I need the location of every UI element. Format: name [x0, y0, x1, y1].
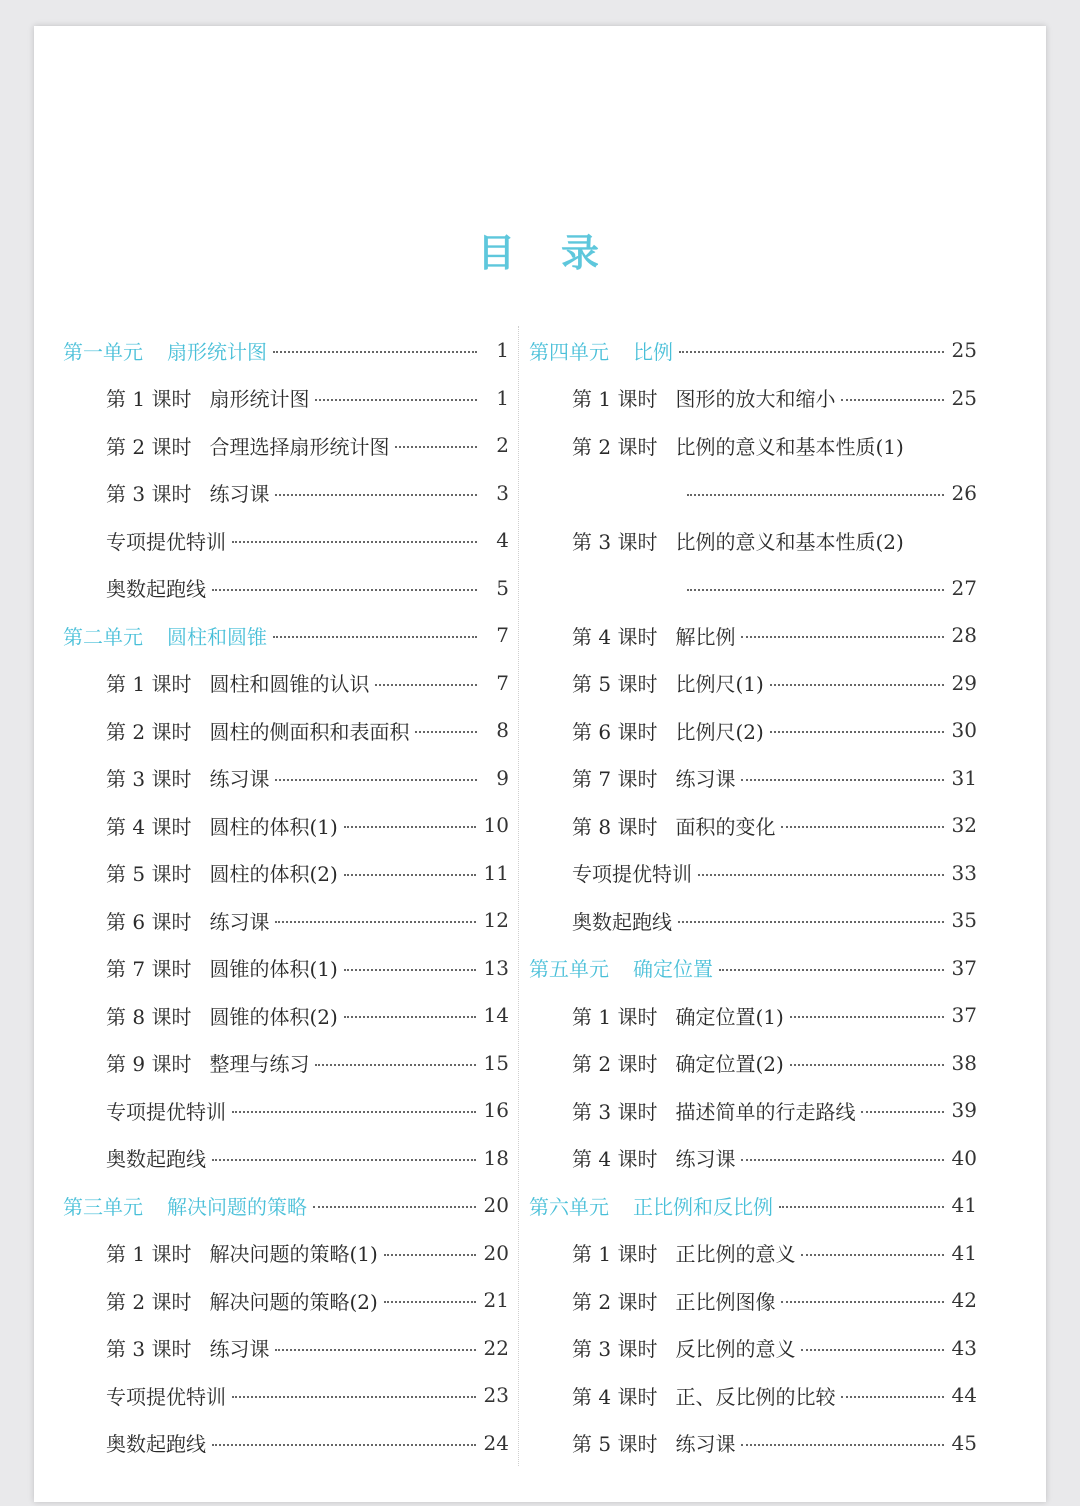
toc-right-column: [529, 326, 977, 1466]
page-number: 5: [496, 575, 509, 600]
unit-title: 扇形统计图: [167, 339, 267, 364]
lesson-number: 第 6 课时: [106, 909, 192, 934]
unit-title: 圆柱和圆锥: [167, 624, 267, 649]
page-number: 24: [483, 1430, 509, 1455]
page-number: 4: [496, 528, 509, 552]
section-title: 专项提优特训: [106, 1099, 226, 1124]
lesson-number: 第 1 课时: [572, 387, 658, 411]
toc-lesson[interactable]: [63, 754, 509, 802]
toc-lesson[interactable]: [529, 1419, 977, 1467]
section-title: 专项提优特训: [106, 529, 226, 554]
section-title: 奥数起跑线: [106, 1432, 206, 1456]
toc-unit-heading[interactable]: [63, 1181, 509, 1229]
dot-leader: [861, 1111, 943, 1113]
lesson-number: 第 9 课时: [106, 1052, 192, 1076]
lesson-title: 解决问题的策略(2): [209, 1289, 378, 1314]
page-number: 2: [496, 433, 509, 457]
page-number: 29: [951, 670, 977, 695]
dot-leader: [719, 969, 944, 971]
page-number: 13: [483, 955, 509, 980]
lesson-title: 解比例: [675, 624, 736, 649]
lesson-title: 比例的意义和基本性质(2): [675, 529, 904, 554]
toc-section[interactable]: [63, 1134, 509, 1182]
page-number: 7: [496, 623, 509, 647]
toc-lesson[interactable]: [529, 991, 977, 1039]
lesson-title: 合理选择扇形统计图: [209, 434, 390, 459]
toc-lesson[interactable]: [63, 896, 509, 944]
lesson-title: 圆柱的体积(2): [209, 862, 338, 886]
page-number: 35: [951, 908, 977, 932]
toc-lesson[interactable]: [529, 374, 977, 422]
toc-section[interactable]: [529, 849, 977, 897]
page-number: 41: [951, 1240, 977, 1265]
unit-title: 比例: [633, 339, 673, 364]
dot-leader: [801, 1349, 943, 1351]
lesson-title: 正比例图像: [675, 1289, 776, 1314]
toc-lesson[interactable]: [63, 659, 509, 707]
lesson-title: 圆柱的体积(1): [209, 814, 338, 839]
document-page: [34, 26, 1046, 1502]
lesson-title: 练习课: [209, 909, 270, 934]
lesson-number: 第 3 课时: [106, 482, 192, 506]
dot-leader: [384, 1254, 476, 1256]
lesson-number: 第 7 课时: [572, 767, 658, 791]
lesson-title: 确定位置(2): [675, 1052, 784, 1076]
lesson-number: 第 4 课时: [572, 1384, 658, 1409]
toc-lesson[interactable]: [529, 1229, 977, 1277]
page-number: 21: [483, 1288, 509, 1312]
lesson-title: 确定位置(1): [675, 1004, 784, 1029]
toc-lesson[interactable]: [529, 801, 977, 849]
lesson-number: 第 2 课时: [106, 1289, 192, 1314]
lesson-number: 第 5 课时: [572, 672, 658, 696]
dot-leader: [275, 494, 477, 496]
toc-lesson[interactable]: [529, 1371, 977, 1419]
lesson-number: 第 3 课时: [106, 767, 192, 791]
unit-number: 第二单元: [63, 624, 143, 649]
dot-leader: [344, 874, 476, 876]
dot-leader: [741, 1444, 943, 1446]
toc-lesson[interactable]: [529, 1324, 977, 1372]
page-number: 32: [951, 813, 977, 837]
toc-lesson[interactable]: [63, 801, 509, 849]
dot-leader: [212, 1444, 476, 1446]
lesson-number: 第 2 课时: [106, 719, 192, 744]
toc-lesson[interactable]: [529, 1039, 977, 1087]
section-title: 专项提优特训: [106, 1384, 226, 1409]
dot-leader: [232, 1111, 476, 1113]
page-number: 20: [483, 1240, 509, 1265]
page-number: 15: [483, 1050, 509, 1075]
toc-title: [34, 222, 1046, 277]
page-number: 39: [951, 1098, 977, 1122]
dot-leader: [344, 969, 476, 971]
lesson-title: 正、反比例的比较: [675, 1384, 836, 1409]
dot-leader: [841, 399, 943, 401]
dot-leader: [790, 1016, 944, 1018]
lesson-number: 第 1 课时: [106, 387, 192, 411]
dot-leader: [741, 1159, 943, 1161]
lesson-number: 第 2 课时: [572, 1052, 658, 1076]
page-number: 1: [496, 338, 509, 362]
section-title: 奥数起跑线: [106, 1147, 206, 1171]
unit-number: 第四单元: [529, 339, 609, 364]
page-number: 45: [951, 1430, 977, 1455]
lesson-number: 第 5 课时: [106, 862, 192, 886]
toc-section[interactable]: [63, 564, 509, 612]
unit-number: 第五单元: [529, 957, 609, 981]
lesson-title: 正比例的意义: [675, 1242, 796, 1266]
dot-leader: [687, 494, 944, 496]
lesson-title: 比例尺(2): [675, 719, 764, 744]
toc-lesson[interactable]: [63, 849, 509, 897]
dot-leader: [275, 921, 475, 923]
dot-leader: [698, 874, 944, 876]
lesson-number: 第 4 课时: [572, 624, 658, 649]
lesson-number: 第 5 课时: [572, 1432, 658, 1456]
lesson-number: 第 8 课时: [106, 1004, 192, 1029]
toc-lesson[interactable]: [63, 944, 509, 992]
lesson-title: 描述简单的行走路线: [675, 1099, 856, 1124]
dot-leader: [741, 779, 943, 781]
toc-unit-heading[interactable]: [529, 326, 977, 374]
section-title: 专项提优特训: [572, 862, 692, 886]
toc-lesson[interactable]: [63, 421, 509, 469]
page-number: 28: [951, 623, 977, 647]
dot-leader: [781, 826, 943, 828]
lesson-title: 练习课: [209, 482, 270, 506]
page-number: 22: [483, 1335, 509, 1360]
lesson-number: 第 3 课时: [572, 529, 658, 554]
lesson-number: 第 1 课时: [572, 1242, 658, 1266]
lesson-title: 整理与练习: [209, 1052, 310, 1076]
lesson-title: 圆柱的侧面积和表面积: [209, 719, 410, 744]
toc-section[interactable]: [63, 1371, 509, 1419]
dot-leader: [801, 1254, 943, 1256]
dot-leader: [315, 1064, 475, 1066]
page-number: 37: [951, 1003, 977, 1027]
toc-lesson[interactable]: [63, 1229, 509, 1277]
toc-unit-heading[interactable]: [529, 944, 977, 992]
page-number: 37: [951, 955, 977, 980]
page-number: 25: [951, 385, 977, 410]
toc-lesson[interactable]: [63, 706, 509, 754]
toc-left-column: [63, 326, 509, 1466]
lesson-number: 第 1 课时: [106, 1242, 192, 1266]
page-number: 26: [951, 480, 977, 505]
toc-lesson[interactable]: [529, 611, 977, 659]
lesson-title: 面积的变化: [675, 814, 776, 839]
toc-section[interactable]: [529, 896, 977, 944]
lesson-title: 练习课: [209, 767, 270, 791]
toc-lesson[interactable]: [529, 1134, 977, 1182]
dot-leader: [315, 399, 477, 401]
dot-leader: [779, 1206, 944, 1208]
page-number: 3: [496, 480, 509, 505]
page-number: 9: [496, 765, 509, 790]
dot-leader: [415, 731, 477, 733]
page-number: 20: [483, 1193, 509, 1217]
lesson-title: 解决问题的策略(1): [209, 1242, 378, 1266]
page-number: 11: [483, 860, 509, 885]
lesson-title: 比例的意义和基本性质(1): [675, 434, 904, 459]
toc-section[interactable]: [63, 1419, 509, 1467]
title-char-1: 目: [477, 230, 519, 275]
dot-leader: [679, 351, 944, 353]
lesson-title: 练习课: [675, 1432, 736, 1456]
lesson-number: 第 3 课时: [572, 1099, 658, 1124]
page-number: 8: [496, 718, 509, 742]
page-number: 27: [951, 575, 977, 600]
dot-leader: [395, 446, 477, 448]
page-number: 14: [483, 1003, 509, 1027]
toc-continuation[interactable]: [529, 564, 977, 612]
dot-leader: [275, 779, 477, 781]
page-number: 33: [951, 860, 977, 885]
toc-lesson[interactable]: [529, 1086, 977, 1134]
lesson-number: 第 8 课时: [572, 814, 658, 839]
section-title: 奥数起跑线: [572, 909, 672, 934]
toc-continuation[interactable]: [529, 469, 977, 517]
lesson-title: 比例尺(1): [675, 672, 764, 696]
lesson-title: 圆柱和圆锥的认识: [209, 672, 370, 696]
lesson-number: 第 4 课时: [106, 814, 192, 839]
toc-lesson[interactable]: [63, 374, 509, 422]
lesson-title: 练习课: [209, 1337, 270, 1361]
dot-leader: [375, 684, 477, 686]
dot-leader: [273, 351, 477, 353]
lesson-title: 练习课: [675, 1147, 736, 1171]
toc-unit-heading[interactable]: [63, 326, 509, 374]
toc-lesson[interactable]: [529, 421, 977, 469]
dot-leader: [781, 1301, 943, 1303]
unit-number: 第三单元: [63, 1194, 143, 1219]
dot-leader: [212, 589, 477, 591]
unit-title: 正比例和反比例: [633, 1194, 773, 1219]
page-number: 25: [951, 338, 977, 362]
unit-title: 解决问题的策略: [167, 1194, 307, 1219]
page-number: 31: [951, 765, 977, 790]
page-number: 43: [951, 1335, 977, 1360]
lesson-number: 第 2 课时: [572, 1289, 658, 1314]
lesson-number: 第 2 课时: [106, 434, 192, 459]
lesson-number: 第 7 课时: [106, 957, 192, 981]
dot-leader: [687, 589, 944, 591]
dot-leader: [790, 1064, 944, 1066]
page-number: 7: [496, 670, 509, 695]
unit-title: 确定位置: [633, 957, 713, 981]
lesson-number: 第 1 课时: [572, 1004, 658, 1029]
page-number: 12: [483, 908, 509, 932]
toc-lesson[interactable]: [529, 706, 977, 754]
lesson-title: 图形的放大和缩小: [675, 387, 836, 411]
page-number: 38: [951, 1050, 977, 1075]
dot-leader: [275, 1349, 475, 1351]
page-number: 40: [951, 1145, 977, 1170]
page-number: 30: [951, 718, 977, 742]
section-title: 奥数起跑线: [106, 577, 206, 601]
dot-leader: [678, 921, 944, 923]
toc-lesson[interactable]: [529, 516, 977, 564]
page-number: 18: [483, 1145, 509, 1170]
toc-section[interactable]: [63, 516, 509, 564]
dot-leader: [384, 1301, 476, 1303]
toc-unit-heading[interactable]: [63, 611, 509, 659]
dot-leader: [313, 1206, 476, 1208]
toc-lesson[interactable]: [63, 1276, 509, 1324]
toc-lesson[interactable]: [529, 659, 977, 707]
page-number: 44: [951, 1383, 977, 1407]
lesson-number: 第 2 课时: [572, 434, 658, 459]
lesson-number: 第 1 课时: [106, 672, 192, 696]
page-number: 42: [951, 1288, 977, 1312]
dot-leader: [841, 1396, 943, 1398]
lesson-number: 第 4 课时: [572, 1147, 658, 1171]
toc-lesson[interactable]: [529, 754, 977, 802]
toc-lesson[interactable]: [529, 1276, 977, 1324]
title-char-2: 录: [561, 230, 603, 275]
toc-lesson[interactable]: [63, 1324, 509, 1372]
page-number: 41: [951, 1193, 977, 1217]
toc-lesson[interactable]: [63, 469, 509, 517]
toc-lesson[interactable]: [63, 1039, 509, 1087]
lesson-title: 扇形统计图: [209, 387, 310, 411]
lesson-title: 圆锥的体积(1): [209, 957, 338, 981]
dot-leader: [770, 731, 944, 733]
dot-leader: [232, 1396, 476, 1398]
lesson-title: 圆锥的体积(2): [209, 1004, 338, 1029]
lesson-title: 反比例的意义: [675, 1337, 796, 1361]
page-number: 10: [483, 813, 509, 837]
lesson-number: 第 3 课时: [106, 1337, 192, 1361]
toc-section[interactable]: [63, 1086, 509, 1134]
dot-leader: [344, 826, 476, 828]
toc-lesson[interactable]: [63, 991, 509, 1039]
column-divider: [518, 326, 519, 1466]
page-number: 23: [483, 1383, 509, 1407]
lesson-title: 练习课: [675, 767, 736, 791]
page-number: 1: [496, 385, 509, 410]
dot-leader: [212, 1159, 476, 1161]
page-number: 16: [483, 1098, 509, 1122]
toc-unit-heading[interactable]: [529, 1181, 977, 1229]
dot-leader: [741, 636, 943, 638]
unit-number: 第六单元: [529, 1194, 609, 1219]
dot-leader: [232, 541, 477, 543]
dot-leader: [344, 1016, 476, 1018]
dot-leader: [273, 636, 477, 638]
dot-leader: [770, 684, 944, 686]
lesson-number: 第 3 课时: [572, 1337, 658, 1361]
unit-number: 第一单元: [63, 339, 143, 364]
lesson-number: 第 6 课时: [572, 719, 658, 744]
